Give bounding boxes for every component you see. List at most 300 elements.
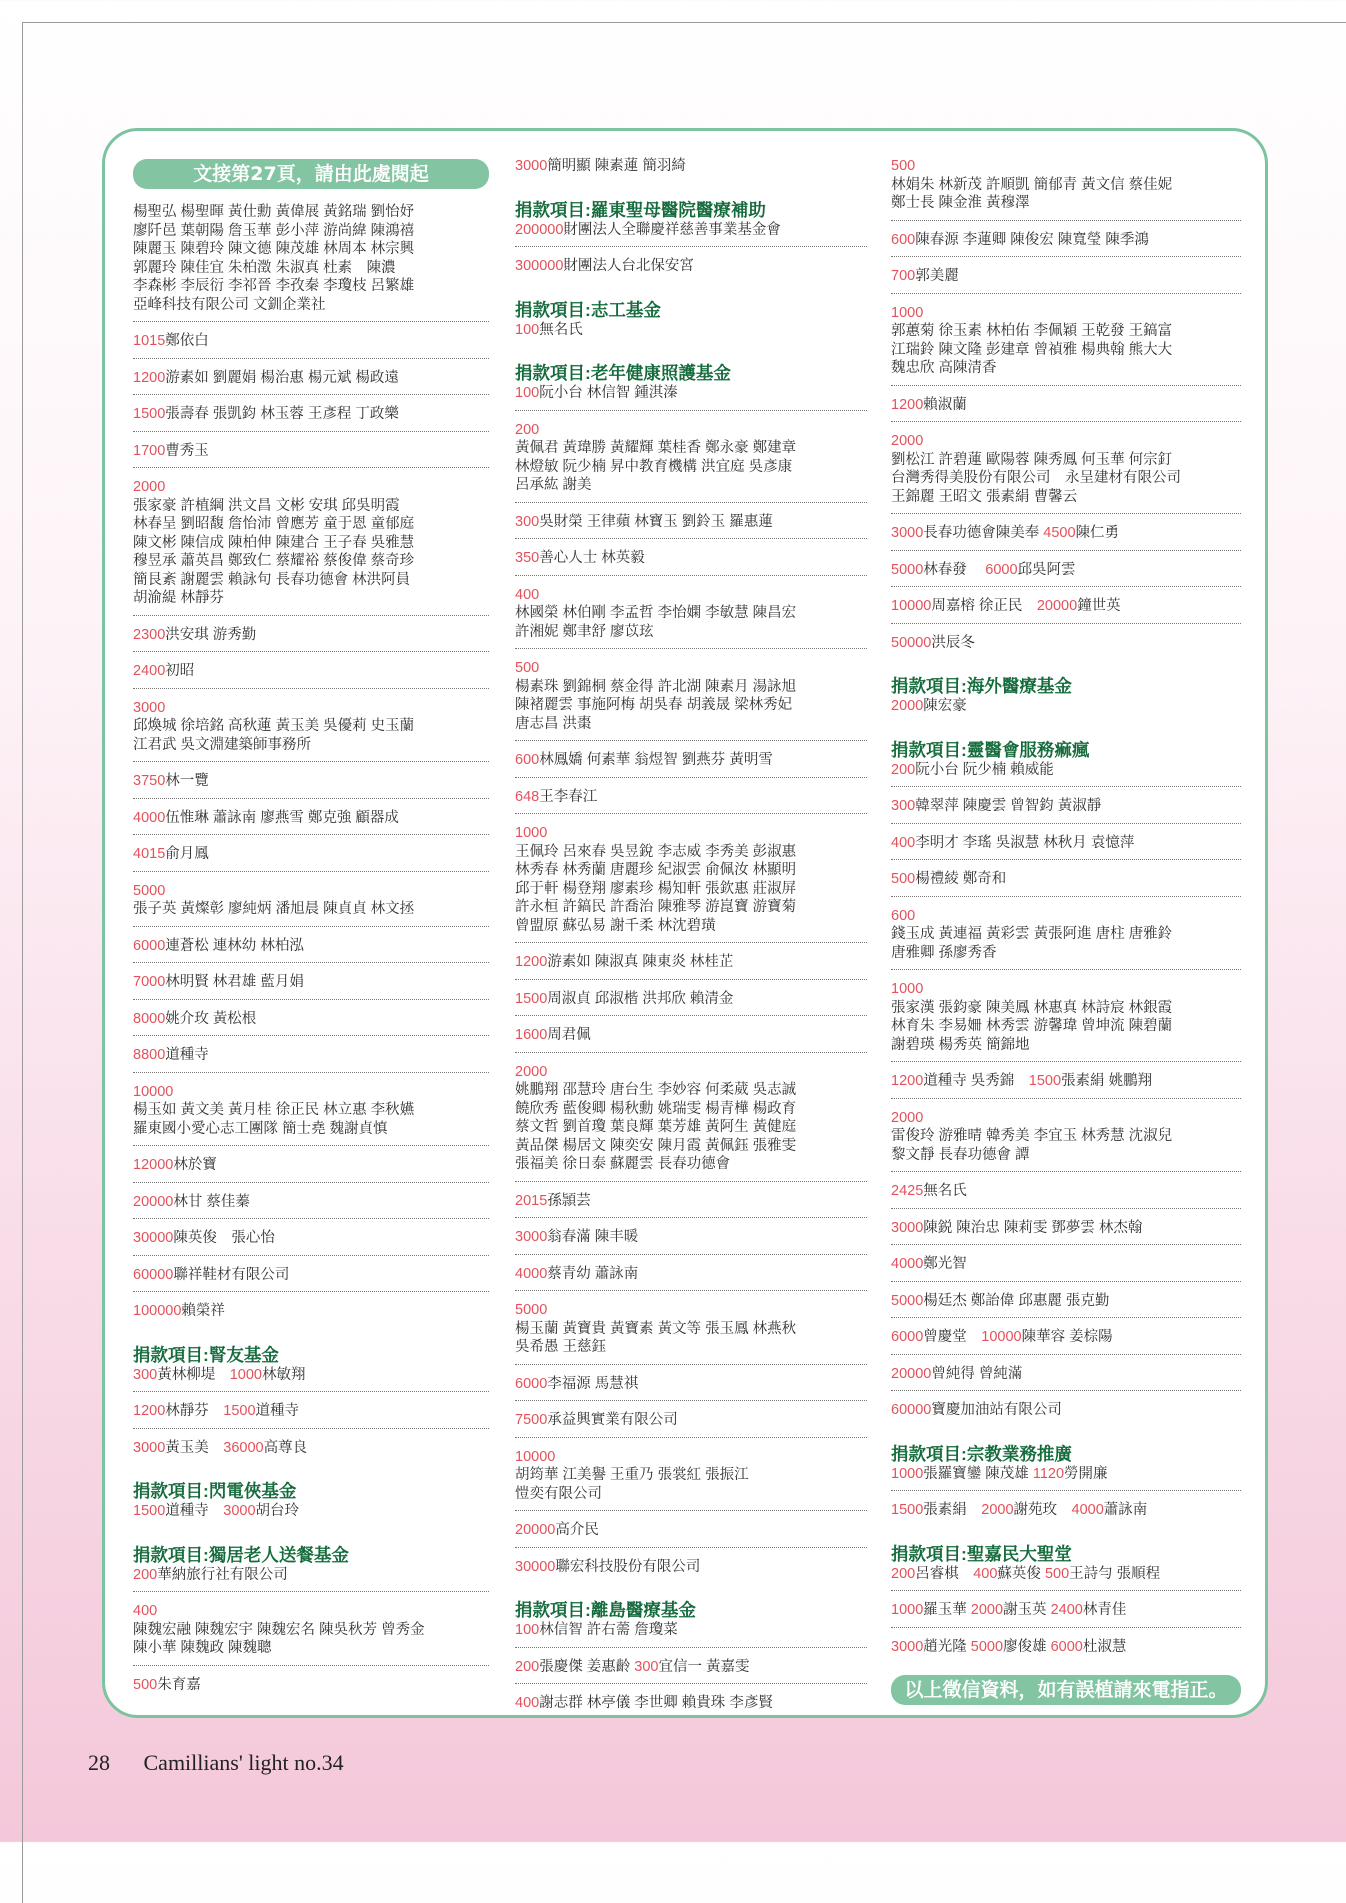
donation-amount: 1000 xyxy=(891,304,924,321)
donation-entry xyxy=(133,803,489,836)
donation-entry xyxy=(133,1223,489,1256)
donor-names: 寶慶加油站有限公司 xyxy=(931,1402,1062,1418)
donor-names: 林春發 xyxy=(923,561,986,578)
donation-entry xyxy=(133,1366,489,1393)
donor-names: 韓翠萍 陳慶雲 曾智鈞 黃淑靜 xyxy=(915,798,1102,814)
donor-names: 邱煥城 徐培銘 高秋蓮 黃玉美 吳優莉 史玉蘭 江君武 吳文淵建築師事務所 xyxy=(133,718,415,753)
donation-entry xyxy=(891,518,1241,551)
donor-names: 林敏翔 xyxy=(261,1366,306,1383)
donation-entry xyxy=(133,693,489,763)
donation-amount: 30000 xyxy=(515,1558,556,1575)
donor-names: 楊聖弘 楊聖暉 黃仕勳 黃偉展 黃銘瑞 劉怡妤 廖阡邑 葉朝陽 詹玉華 彭小萍 游尚緯 陳鴻禧 陳麗玉 陳碧玲 陳文德 陳茂雄 林周本 林宗興 郭麗玲 陳佳宜 朱柏澂 朱淑真 杜素 陳濃 李森彬 李辰衍 李祁晉 李孜秦 李瓊枝 呂繁雄 亞峰科技有限公司 文釧企業社 xyxy=(133,204,415,313)
donor-names: 雷俊玲 游雅晴 韓秀美 李宜玉 林秀慧 沈淑兒 黎文靜 長春功德會 譚 xyxy=(891,1128,1173,1163)
donor-names: 孫頴芸 xyxy=(547,1192,591,1209)
donation-amount: 5000 xyxy=(891,1292,924,1309)
donor-names: 林娟朱 林新茂 許順凱 簡郁青 黃文信 蔡佳妮 鄭士長 陳金淮 黃穆澤 xyxy=(891,176,1173,211)
donor-names: 林明賢 林君雄 藍月娟 xyxy=(165,974,304,990)
donation-amount: 648 xyxy=(515,788,540,805)
donation-amount: 3000 xyxy=(515,1229,548,1245)
donation-entry xyxy=(891,225,1241,258)
donor-names: 阮小台 阮少楠 賴威能 xyxy=(915,761,1054,778)
donor-names: 道種寺 xyxy=(165,1047,209,1063)
donation-amount: 1000 xyxy=(891,981,924,997)
donation-entry xyxy=(515,580,867,650)
donor-names: 胡台玲 xyxy=(255,1503,300,1519)
donation-amount: 36000 xyxy=(223,1439,264,1456)
fund-heading: 捐款項目:獨居老人送餐基金 xyxy=(133,1544,349,1565)
donor-names: 林甘 蔡佳蓁 xyxy=(173,1193,250,1210)
donor-names: 賴榮祥 xyxy=(181,1303,225,1319)
donation-amount: 1015 xyxy=(133,333,166,349)
donor-names: 胡筠華 江美譽 王重乃 張裳紅 張振江 愷奕有限公司 xyxy=(515,1467,749,1502)
donation-amount: 30000 xyxy=(133,1230,174,1246)
donation-amount: 10000 xyxy=(981,1329,1022,1345)
donation-entry xyxy=(515,1515,867,1548)
fund-heading: 捐款項目:老年健康照護基金 xyxy=(515,363,731,383)
donation-amount: 3000 xyxy=(133,699,166,716)
donor-names: 陳華容 姜棕陽 xyxy=(1021,1329,1113,1345)
donation-entry xyxy=(891,628,1241,660)
donor-names: 伍惟琳 蕭詠南 廖燕雪 鄭克強 顧器成 xyxy=(165,809,399,826)
donor-names: 張家豪 許植綱 洪文昌 文彬 安琪 邱吳明霞 林春呈 劉昭馥 詹怡沛 曾應芳 童于恩 童郁庭 陳文彬 陳信成 陳柏伸 陳建合 王子春 吳雅慧 穆昱承 蕭英昌 鄭致仁 蔡耀裕 蔡俊偉 蔡奇珍 簡艮紊 謝麗雲 賴詠句 長春功德會 林洪阿員 胡渝緹 林靜芬 xyxy=(133,497,415,606)
donation-entry xyxy=(133,1296,489,1328)
donation-amount: 2300 xyxy=(133,626,166,643)
donation-amount: 2000 xyxy=(981,1502,1014,1518)
donation-entry xyxy=(891,1286,1241,1319)
donation-entry xyxy=(133,1396,489,1429)
donation-amount: 200 xyxy=(891,761,916,778)
donation-amount: 100000 xyxy=(133,1303,182,1319)
donor-names: 周淑貞 邱淑楷 洪邦欣 賴清金 xyxy=(547,990,734,1007)
donation-entry xyxy=(891,261,1241,294)
donor-names: 李明才 李瑤 吳淑慧 林秋月 袁憶萍 xyxy=(915,834,1135,851)
donation-amount: 100 xyxy=(515,1622,540,1638)
donation-amount: 1200 xyxy=(133,369,166,386)
fund-heading: 捐款項目:離島醫療基金 xyxy=(515,1600,696,1620)
donor-names: 蕭詠南 xyxy=(1103,1502,1148,1518)
donation-amount: 400 xyxy=(133,1603,158,1619)
fund-heading: 捐款項目:宗教業務推廣 xyxy=(891,1443,1072,1464)
donor-names: 無名氏 xyxy=(923,1183,967,1199)
donation-amount: 2000 xyxy=(970,1602,1004,1618)
donation-entry xyxy=(891,1066,1241,1099)
donor-names: 劉松江 許碧蓮 歐陽蓉 陳秀鳳 何玉華 何宗釘 台灣秀得美股份有限公司 永呈建材有限公司 王錦麗 王昭文 張素絹 曹馨云 xyxy=(891,451,1181,505)
donation-entry xyxy=(515,1405,867,1438)
donation-entry xyxy=(891,1322,1241,1355)
donor-names: 王詩勻 張順程 xyxy=(1069,1565,1161,1582)
donation-amount: 1200 xyxy=(515,954,548,970)
donation-entry xyxy=(891,1565,1241,1592)
donor-names: 曾慶堂 xyxy=(923,1329,982,1345)
donation-amount: 500 xyxy=(133,1676,158,1693)
donor-names: 長春功德會陳美奉 xyxy=(923,525,1044,541)
donor-names: 聯祥鞋材有限公司 xyxy=(173,1266,290,1283)
donor-names: 曹秀玉 xyxy=(165,442,209,459)
donor-names: 張慶傑 姜惠齡 xyxy=(539,1658,635,1675)
donation-amount: 700 xyxy=(891,268,916,284)
donor-names: 杜淑慧 xyxy=(1082,1638,1127,1655)
donor-names: 張子英 黃燦彰 廖純炳 潘旭晨 陳貞貞 林文拯 xyxy=(133,901,415,917)
magazine-title: Camillians' light no.34 xyxy=(143,1750,344,1775)
donor-names: 曾純得 曾純滿 xyxy=(931,1365,1023,1382)
donor-names: 高尊良 xyxy=(263,1439,308,1456)
donor-names: 鄭依白 xyxy=(165,333,209,349)
donation-entry xyxy=(133,1670,489,1702)
donor-names: 勞開廉 xyxy=(1064,1465,1108,1482)
donation-amount: 2000 xyxy=(515,1063,548,1080)
donation-entry xyxy=(891,591,1241,624)
donation-amount: 2000 xyxy=(891,433,924,449)
donation-entry xyxy=(133,620,489,653)
donation-amount: 1500 xyxy=(133,1503,166,1519)
donor-names: 楊素珠 劉錦桐 蔡金得 許北湖 陳素月 湯詠旭 陳褚麗雲 事施阿梅 胡吳春 胡義晟 梁林秀妃 唐志昌 洪棗 xyxy=(515,678,797,732)
donor-names: 吳財榮 王律蘋 林寶玉 劉鈴玉 羅惠蓮 xyxy=(539,513,773,530)
donor-names: 蔡青幼 蕭詠南 xyxy=(547,1265,639,1282)
donation-entry xyxy=(133,766,489,799)
donor-names: 邱吳阿雲 xyxy=(1017,561,1076,578)
donation-amount: 300 xyxy=(891,798,916,814)
donation-entry xyxy=(891,1595,1241,1628)
donation-amount: 20000 xyxy=(515,1522,556,1538)
donation-amount: 200 xyxy=(891,1565,916,1582)
donation-amount: 400 xyxy=(891,834,916,851)
donation-entry xyxy=(891,1495,1241,1527)
donation-entry xyxy=(133,1433,489,1465)
donor-names: 羅玉華 xyxy=(923,1602,971,1618)
donor-names: 張素絹 xyxy=(923,1502,982,1518)
donor-names: 林國榮 林伯剛 李孟哲 李怡嫻 李敏慧 陳昌宏 許湘妮 鄭聿舒 廖苡玹 xyxy=(515,605,797,640)
donor-names: 呂睿棋 xyxy=(915,1565,974,1582)
donation-amount: 1000 xyxy=(515,825,548,841)
donation-entry xyxy=(891,426,1241,514)
donation-amount: 60000 xyxy=(891,1402,932,1418)
donation-amount: 3000 xyxy=(223,1503,256,1519)
donation-amount: 1600 xyxy=(515,1027,548,1043)
donation-entry xyxy=(133,1502,489,1528)
donor-names: 陳仁勇 xyxy=(1075,525,1120,541)
donor-names: 朱育嘉 xyxy=(157,1676,201,1693)
donor-names: 初昭 xyxy=(165,663,195,679)
donation-amount: 10000 xyxy=(515,1448,556,1465)
donation-amount: 600 xyxy=(515,752,540,768)
donor-names: 楊玉蘭 黃寶貴 黃寶素 黃文等 張玉鳳 林燕秋 吳希愚 王慈鈺 xyxy=(515,1320,797,1355)
donation-amount: 4000 xyxy=(133,809,166,826)
donation-amount: 6000 xyxy=(985,561,1018,578)
donation-amount: 200000 xyxy=(515,221,564,238)
donor-names: 陳鋭 陳治忠 陳莉雯 鄧夢雲 林杰翰 xyxy=(923,1219,1143,1236)
donation-amount: 1500 xyxy=(891,1502,924,1518)
donation-amount: 1700 xyxy=(133,442,166,459)
donation-entry xyxy=(133,1260,489,1293)
donor-names: 道種寺 吳秀錦 xyxy=(923,1073,1029,1089)
donor-names: 蘇英俊 xyxy=(997,1565,1045,1582)
donation-entry xyxy=(515,1688,867,1718)
donation-entry xyxy=(515,653,867,741)
donation-amount: 20000 xyxy=(1036,598,1078,614)
donor-names: 郭蕙菊 徐玉素 林柏佑 李佩穎 王乾發 王鎬富 江瑞鈴 陳文隆 彭建章 曾禎雅 楊典翰 熊大大 魏忠欣 高陳清香 xyxy=(891,323,1173,376)
donation-amount: 1500 xyxy=(133,406,166,422)
donor-names: 高介民 xyxy=(555,1522,599,1538)
donation-entry xyxy=(891,761,1241,788)
fund-heading: 捐款項目:腎友基金 xyxy=(133,1344,279,1365)
donation-amount: 2400 xyxy=(133,663,166,679)
donation-amount: 200 xyxy=(133,1566,158,1583)
donation-entry xyxy=(515,543,867,576)
donation-amount: 350 xyxy=(515,550,540,566)
donation-entry xyxy=(515,1442,867,1512)
donation-amount: 600 xyxy=(891,907,916,924)
donor-names: 林靜芬 xyxy=(165,1403,224,1419)
donation-entry xyxy=(891,901,1241,971)
donation-amount: 5000 xyxy=(515,1302,548,1318)
donation-entry xyxy=(133,436,489,469)
fund-heading: 捐款項目:海外醫療基金 xyxy=(891,676,1072,696)
page-footer xyxy=(88,1750,344,1776)
donor-names: 聯宏科技股份有限公司 xyxy=(555,1558,701,1575)
donation-entry xyxy=(891,1176,1241,1209)
donation-entry xyxy=(515,384,867,411)
donation-amount: 20000 xyxy=(133,1193,174,1210)
donor-names: 林青佳 xyxy=(1082,1602,1127,1618)
donation-amount: 3000 xyxy=(891,1219,924,1236)
donor-names: 周君佩 xyxy=(547,1027,591,1043)
fund-heading: 捐款項目:閃電俠基金 xyxy=(133,1481,297,1501)
closing-note: 以上徵信資料，如有誤植請來電指正。 xyxy=(891,1675,1241,1705)
donation-entry xyxy=(515,1020,867,1053)
donor-names: 簡明顯 陳素蓮 簡羽綺 xyxy=(547,158,686,174)
donation-entry xyxy=(891,697,1241,723)
donation-amount: 3000 xyxy=(891,1638,924,1655)
donation-entry xyxy=(515,1259,867,1292)
donor-names: 陳魏宏融 陳魏宏宇 陳魏宏名 陳吳秋芳 曾秀金 陳小華 陳魏政 陳魏聰 xyxy=(133,1621,425,1656)
donation-entry xyxy=(133,1077,489,1147)
donation-entry xyxy=(133,1596,489,1666)
donation-amount: 1120 xyxy=(1032,1465,1065,1482)
donor-names: 張家漢 張鈞豪 陳美鳳 林惠真 林詩宸 林銀霞 林育朱 李易姍 林秀雲 游馨瑋 曾坤流 陳碧蘭 謝碧瑛 楊秀英 簡錦地 xyxy=(891,999,1173,1053)
donor-names: 陳春源 李蓮卿 陳俊宏 陳寬瑩 陳季鴻 xyxy=(915,231,1149,248)
donation-entry xyxy=(133,1040,489,1073)
donor-names: 黃林柳堤 xyxy=(157,1366,230,1383)
donation-amount: 100 xyxy=(515,385,540,401)
donation-amount: 400 xyxy=(515,586,540,603)
donation-entry xyxy=(891,974,1241,1062)
donation-entry xyxy=(515,151,867,183)
donor-names: 阮小台 林信智 鍾淇溱 xyxy=(539,385,678,401)
donation-amount: 200 xyxy=(515,1658,540,1675)
donation-amount: 300 xyxy=(515,513,540,530)
donation-entry xyxy=(133,326,489,359)
donor-names: 林信智 許右薷 詹瓊菜 xyxy=(539,1622,678,1638)
donor-names: 道種寺 xyxy=(255,1403,300,1419)
donation-entry xyxy=(515,507,867,540)
donor-names: 李福源 馬慧祺 xyxy=(547,1375,639,1392)
donor-names: 翁春滿 陳丰暖 xyxy=(547,1229,639,1245)
donation-amount: 50000 xyxy=(891,634,932,651)
donation-amount: 4000 xyxy=(1071,1502,1104,1518)
donation-entry xyxy=(515,782,867,815)
donation-amount: 7500 xyxy=(515,1412,548,1428)
donation-entry xyxy=(133,472,489,616)
donation-list-panel xyxy=(102,128,1268,1718)
donor-names: 華納旅行社有限公司 xyxy=(157,1566,288,1583)
donation-entry xyxy=(515,1222,867,1255)
donation-entry xyxy=(515,1057,867,1182)
fund-heading: 捐款項目:羅東聖母醫院醫療補助 xyxy=(515,199,766,220)
donation-amount: 500 xyxy=(891,871,916,887)
donation-amount: 4500 xyxy=(1043,525,1076,541)
donation-amount: 2425 xyxy=(891,1183,924,1199)
donation-amount: 4000 xyxy=(891,1256,924,1272)
donor-names: 錢玉成 黃連福 黃彩雲 黃張阿進 唐柱 唐雅鈴 唐雅卿 孫廖秀香 xyxy=(891,926,1173,961)
donation-amount: 1200 xyxy=(133,1403,166,1419)
donation-amount: 1000 xyxy=(229,1366,262,1383)
fund-heading: 捐款項目:聖嘉民大聖堂 xyxy=(891,1543,1072,1564)
donation-entry xyxy=(891,151,1241,221)
donor-names: 俞月鳳 xyxy=(165,846,209,862)
donation-amount: 12000 xyxy=(133,1157,174,1173)
donation-amount: 6000 xyxy=(133,937,166,954)
donor-names: 王李春江 xyxy=(539,788,598,805)
donation-entry xyxy=(515,415,867,503)
donor-names: 林於寶 xyxy=(173,1157,217,1173)
donation-entry xyxy=(515,1552,867,1584)
donation-amount: 6000 xyxy=(891,1329,924,1345)
donation-entry xyxy=(515,984,867,1017)
donor-names: 無名氏 xyxy=(539,321,583,338)
donor-names: 楊禮綾 鄭奇和 xyxy=(915,871,1007,887)
continue-note: 文接第27頁，請由此處閱起 xyxy=(133,159,489,189)
donation-entry xyxy=(515,818,867,943)
donation-entry xyxy=(891,1395,1241,1427)
donor-names: 陳宏豪 xyxy=(923,698,967,714)
donation-amount: 3000 xyxy=(891,525,924,541)
donation-amount: 6000 xyxy=(1050,1638,1083,1655)
donor-names: 黃佩君 黃瑋勝 黃耀輝 葉桂香 鄭永豪 鄭建章 林燈敏 阮少楠 昇中教育機構 洪宜庭 吳彥康 呂承紘 謝美 xyxy=(515,440,797,493)
donation-amount: 200 xyxy=(515,421,540,438)
donor-names: 鐘世英 xyxy=(1077,598,1121,614)
column-1 xyxy=(133,151,489,1705)
donation-amount: 1500 xyxy=(223,1403,256,1419)
donation-entry xyxy=(133,197,489,322)
donation-entry xyxy=(133,363,489,396)
donor-names: 王佩玲 呂來春 吳昱銳 李志威 李秀美 彭淑惠 林秀春 林秀蘭 唐麗珍 紀淑雲 俞佩汝 林顯明 邱于軒 楊登翔 廖素珍 楊知軒 張欽惠 莊淑屏 許永桓 許鎬民 許喬治 陳雅琴 游崑寶 游寶菊 曾盟原 蘇弘易 謝千柔 林沈碧璜 xyxy=(515,843,797,934)
donation-entry xyxy=(133,1187,489,1220)
donor-names: 姚介玫 黃松根 xyxy=(165,1010,257,1027)
donation-amount: 7000 xyxy=(133,974,166,990)
donor-names: 謝玉英 xyxy=(1003,1602,1051,1618)
donor-names: 連蒼松 連林幼 林柏泓 xyxy=(165,937,304,954)
donation-entry xyxy=(133,876,489,927)
donation-entry xyxy=(133,839,489,872)
donation-amount: 1000 xyxy=(891,1602,924,1618)
donation-amount: 3750 xyxy=(133,773,166,789)
donation-amount: 4000 xyxy=(515,1265,548,1282)
donation-amount: 1500 xyxy=(1028,1073,1062,1089)
donation-entry xyxy=(515,1621,867,1648)
donor-names: 張壽春 張凱鈞 林玉蓉 王彥程 丁政樂 xyxy=(165,406,399,422)
column-3 xyxy=(891,151,1241,1713)
donation-entry xyxy=(891,1103,1241,1173)
donation-amount: 300000 xyxy=(515,258,564,274)
donation-entry xyxy=(891,1249,1241,1282)
donor-names: 楊玉如 黃文美 黃月桂 徐正民 林立惠 李秋嬿 羅東國小愛心志工團隊 簡士堯 魏謝貞慎 xyxy=(133,1102,415,1137)
donation-entry xyxy=(133,399,489,432)
donation-entry xyxy=(133,931,489,964)
donation-entry xyxy=(515,947,867,980)
donor-names: 郭美麗 xyxy=(915,268,959,284)
donation-amount: 4015 xyxy=(133,846,166,862)
donor-names: 廖俊雄 xyxy=(1003,1638,1051,1655)
donation-entry xyxy=(515,251,867,283)
donation-amount: 2015 xyxy=(515,1192,548,1209)
donor-names: 姚鵬翔 邵慧玲 唐台生 李妙容 何柔葳 吳志誠 饒欣秀 藍俊卿 楊秋勳 姚瑞雯 楊青樺 楊政育 蔡文哲 劉首瓊 葉良輝 葉芳雄 黃阿生 黃健庭 黃品傑 楊居文 陳奕安 陳月霞 黃佩鈺 張雅雯 張福美 徐日泰 蘇麗雲 長春功德會 xyxy=(515,1082,797,1172)
donor-names: 承益興實業有限公司 xyxy=(547,1412,678,1428)
donation-entry xyxy=(515,1369,867,1402)
donation-entry xyxy=(891,1465,1241,1492)
donor-names: 財團法人台北保安宮 xyxy=(563,258,694,274)
donor-names: 謝苑玫 xyxy=(1013,1502,1072,1518)
donation-amount: 3000 xyxy=(515,158,548,174)
donation-entry xyxy=(515,745,867,778)
donation-entry xyxy=(515,1186,867,1219)
donor-names: 游素如 陳淑真 陳東炎 林桂芷 xyxy=(547,954,734,970)
donation-amount: 600 xyxy=(891,231,916,248)
donor-names: 張素絹 姚鵬翔 xyxy=(1061,1073,1153,1089)
donation-entry xyxy=(891,828,1241,861)
donation-amount: 5000 xyxy=(891,561,924,578)
donation-entry xyxy=(133,656,489,689)
donor-names: 林鳳嬌 何素華 翁煜智 劉燕芬 黃明雪 xyxy=(539,752,773,768)
donor-names: 楊廷杰 鄭詒偉 邱惠麗 張克勤 xyxy=(923,1292,1110,1309)
donation-amount: 500 xyxy=(891,158,916,174)
donor-names: 財團法人全聯慶祥慈善事業基金會 xyxy=(563,221,781,238)
donation-amount: 10000 xyxy=(133,1083,174,1100)
donation-amount: 2000 xyxy=(891,1109,924,1126)
donor-names: 林一覽 xyxy=(165,773,209,789)
donation-amount: 8800 xyxy=(133,1047,166,1063)
donation-entry xyxy=(891,1213,1241,1246)
donation-amount: 400 xyxy=(515,1695,540,1711)
donation-entry xyxy=(515,221,867,248)
donation-entry xyxy=(891,864,1241,897)
donation-amount: 60000 xyxy=(133,1266,174,1283)
donation-entry xyxy=(515,321,867,347)
donor-names: 洪辰冬 xyxy=(931,634,975,651)
donation-amount: 2400 xyxy=(1050,1602,1083,1618)
donor-names: 鄭光智 xyxy=(923,1256,967,1272)
donation-amount: 500 xyxy=(515,660,540,676)
donation-amount: 1000 xyxy=(891,1465,924,1482)
donation-entry xyxy=(133,1150,489,1183)
donation-amount: 400 xyxy=(973,1565,998,1582)
column-2 xyxy=(515,151,867,1718)
donation-amount: 100 xyxy=(515,321,540,338)
page-number: 28 xyxy=(88,1750,110,1775)
donor-names: 游素如 劉麗娟 楊治惠 楊元斌 楊政遠 xyxy=(165,369,399,386)
donation-amount: 5000 xyxy=(970,1638,1004,1655)
donation-amount: 300 xyxy=(634,1658,659,1675)
donation-amount: 500 xyxy=(1044,1565,1070,1582)
donation-amount: 6000 xyxy=(515,1375,548,1392)
donor-names: 黃玉美 xyxy=(165,1439,224,1456)
donation-amount: 300 xyxy=(133,1366,158,1383)
donation-amount: 2000 xyxy=(133,479,166,495)
donor-names: 周嘉榕 徐正民 xyxy=(931,598,1037,614)
donor-names: 陳英俊 張心怡 xyxy=(173,1230,275,1246)
donation-amount: 8000 xyxy=(133,1010,166,1027)
donation-amount: 10000 xyxy=(891,598,932,614)
donation-amount: 1500 xyxy=(515,990,548,1007)
